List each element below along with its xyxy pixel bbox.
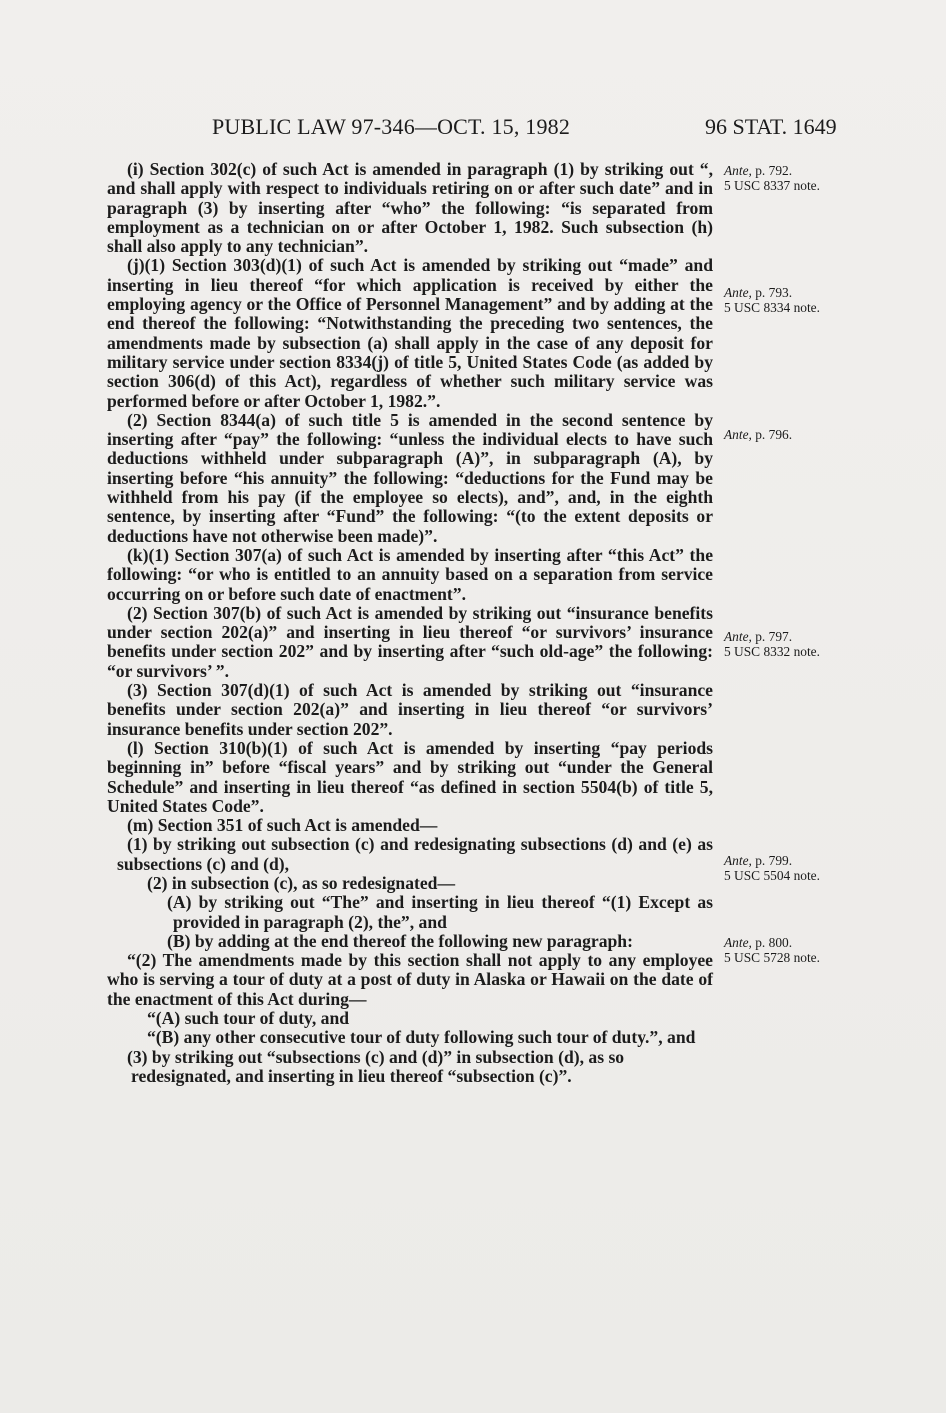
- paragraph-m2-A: (A) by striking out “The” and inserting in lieu thereof “(1) Except as provided in paragraph (2), the”, and: [167, 892, 713, 932]
- margin-note-4: [724, 629, 854, 659]
- paragraph-new-2-A: “(A) such tour of duty, and: [147, 1008, 350, 1029]
- margin-note-5: [724, 853, 854, 883]
- margin-note-3: [724, 427, 854, 442]
- ante-page: p. 799.: [751, 853, 793, 868]
- margin-note-1: [724, 163, 854, 193]
- paragraph-j1: (j)(1) Section 303(d)(1) of such Act is amended by striking out “made” and inserting in lieu thereof “for which application is received by either the employing agency or the Office of Personnel Management” and by adding at the end thereof the following: “Notwithstanding the preceding two sentences, the amendments made by subsection (a) shall apply in the case of any deposit for military service under section 8334(j) of title 5, United States Code (as added by section 306(d) of this Act), regardless of whether such military service was performed before or after October 1, 1982.”.: [107, 255, 713, 411]
- margin-note-6: [724, 935, 854, 965]
- ante-label: Ante,: [724, 427, 752, 442]
- paragraph-new-2: “(2) The amendments made by this section shall not apply to any employee who is serving a tour of duty at a post of duty in Alaska or Hawaii on the date of the enactment of this Act during—: [107, 950, 713, 1009]
- running-header-title: PUBLIC LAW 97-346—OCT. 15, 1982: [212, 114, 571, 139]
- paragraph-i: (i) Section 302(c) of such Act is amended in paragraph (1) by striking out “, and shall apply with respect to individuals retiring on or after such date” and in paragraph (3) by inserting after “who” the following: “is separated from employment as a technician on or after October 1, 1982. Such subsection (h) shall also apply to any technician”.: [107, 159, 713, 257]
- paragraph-k3: (3) Section 307(d)(1) of such Act is amended by striking out “insurance benefits under section 202(a)” and inserting in lieu thereof “or survivors’ insurance benefits under section 202”.: [107, 680, 713, 739]
- ante-page: p. 792.: [751, 163, 793, 178]
- ante-label: Ante,: [724, 163, 752, 178]
- paragraph-m3: (3) by striking out “subsections (c) and (d)” in subsection (d), as so redesignated, and inserting in lieu thereof “subsection (c)”.: [127, 1046, 625, 1086]
- usc-citation: 5 USC 8332 note.: [724, 644, 820, 659]
- ante-label: Ante,: [724, 285, 752, 300]
- paragraph-j2: (2) Section 8344(a) of such title 5 is amended in the second sentence by inserting after “pay” the following: “unless the individual elects to have such deductions withheld under subparagraph (A)”, in subparagraph (A), by inserting before “his annuity” the following: “deductions for the Fund may be withheld from his pay (if the employee so elects), and”, and, in the eighth sentence, by inserting after “Fund” the following: “(to the extent deposits or deductions have not otherwise been made)”.: [107, 409, 713, 546]
- ante-label: Ante,: [724, 853, 752, 868]
- ante-page: p. 793.: [751, 285, 793, 300]
- ante-label: Ante,: [724, 935, 752, 950]
- statute-body: [107, 160, 713, 1086]
- ante-page: p. 800.: [751, 935, 793, 950]
- paragraph-k1: (k)(1) Section 307(a) of such Act is amended by inserting after “this Act” the following: “or who is entitled to an annuity based on a separation from service occurring on or before such date of enactment”.: [107, 544, 713, 604]
- paragraph-m: (m) Section 351 of such Act is amended—: [127, 815, 438, 836]
- usc-citation: 5 USC 8334 note.: [724, 300, 820, 315]
- ante-label: Ante,: [724, 629, 752, 644]
- ante-page: p. 796.: [751, 427, 793, 442]
- paragraph-l: (l) Section 310(b)(1) of such Act is amended by inserting “pay periods beginning in” before “fiscal years” and by striking out “under the General Schedule” and inserting in lieu thereof “as defined in section 5504(b) of title 5, United States Code”.: [107, 737, 713, 816]
- usc-citation: 5 USC 8337 note.: [724, 178, 820, 193]
- usc-citation: 5 USC 5504 note.: [724, 868, 820, 883]
- paragraph-m2-B: (B) by adding at the end thereof the following new paragraph:: [167, 930, 633, 951]
- paragraph-k2: (2) Section 307(b) of such Act is amended by striking out “insurance benefits under section 202(a)” and inserting in lieu thereof “or survivors’ insurance benefits under section 202” and by inserting after “such old-age” the following: “or survivors’ ”.: [107, 602, 713, 681]
- usc-citation: 5 USC 5728 note.: [724, 950, 820, 965]
- running-header-stat-page: 96 STAT. 1649: [705, 114, 837, 139]
- margin-note-2: [724, 285, 854, 315]
- paragraph-new-2-B: “(B) any other consecutive tour of duty following such tour of duty.”, and: [147, 1027, 696, 1048]
- paragraph-m2: (2) in subsection (c), as so redesignated—: [147, 872, 456, 893]
- paragraph-m1: (1) by striking out subsection (c) and redesignating subsections (d) and (e) as subsections (c) and (d),: [117, 834, 713, 874]
- ante-page: p. 797.: [751, 629, 793, 644]
